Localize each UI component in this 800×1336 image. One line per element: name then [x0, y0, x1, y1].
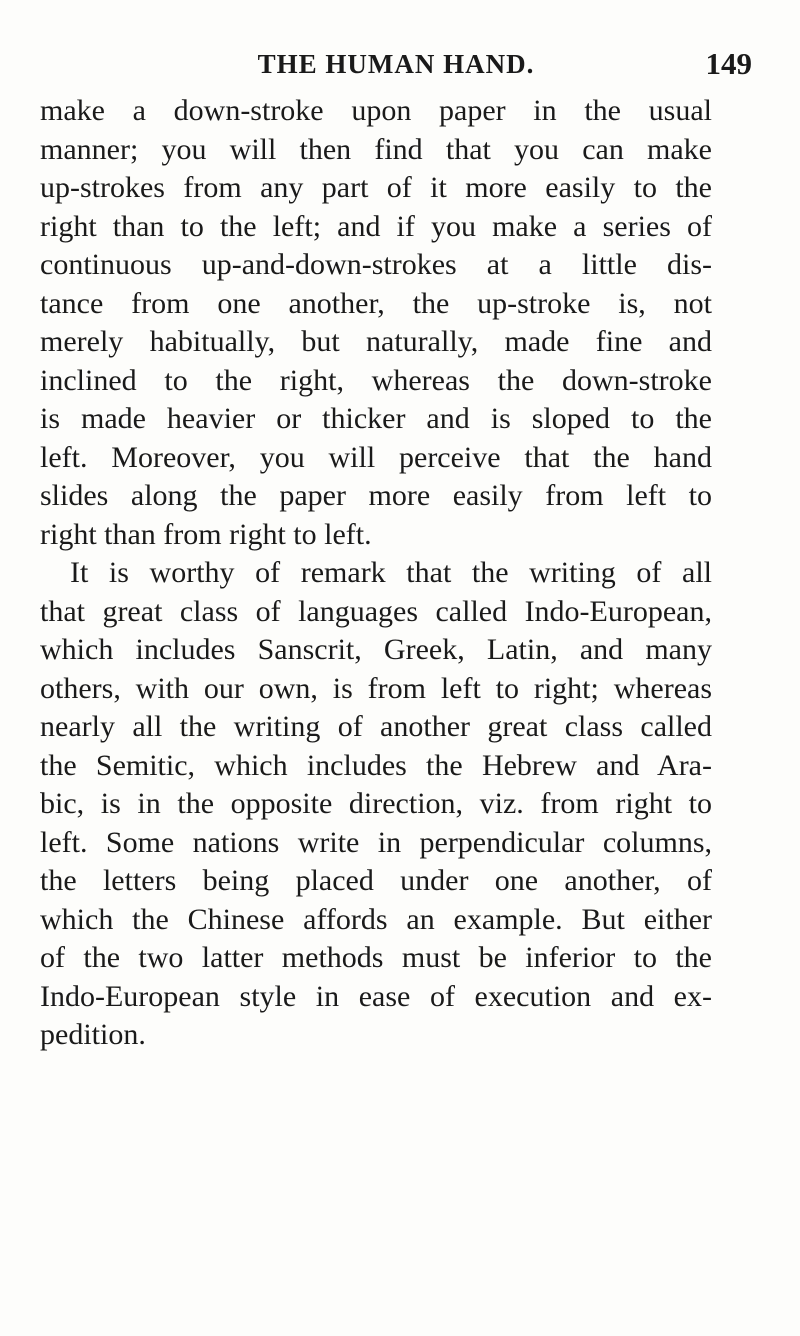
text-line: is made heavier or thicker and is sloped to the	[40, 402, 712, 435]
text-line: Indo-European style in ease of execution and ex-	[40, 979, 712, 1013]
text-line: right than to the left; and if you make a series of	[40, 209, 712, 243]
running-head	[40, 44, 752, 84]
text-line: left. Moreover, you will perceive that the hand	[40, 440, 712, 474]
body-text	[40, 92, 712, 1055]
text-line: left. Some nations write in perpendicular columns,	[40, 825, 712, 859]
text-line: that great class of languages called Indo-European,	[40, 594, 712, 628]
text-line: nearly all the writing of another great class called	[40, 710, 712, 743]
text-line: inclined to the right, whereas the down-stroke	[40, 363, 712, 397]
page-number: 149	[705, 46, 752, 81]
text-line: manner; you will then find that you can make	[40, 132, 712, 166]
text-line: bic, is in the opposite direction, viz. from right to	[40, 787, 712, 820]
text-line: slides along the paper more easily from left to	[40, 479, 712, 512]
text-line: make a down-stroke upon paper in the usual	[40, 94, 712, 127]
text-line: pedition.	[40, 1018, 146, 1051]
text-line: continuous up-and-down-strokes at a little dis-	[40, 248, 712, 281]
text-line: up-strokes from any part of it more easily to the	[40, 171, 712, 204]
running-title: THE HUMAN HAND.	[257, 49, 535, 79]
text-line: of the two latter methods must be inferior to the	[40, 941, 712, 974]
text-line: merely habitually, but naturally, made fine and	[40, 325, 712, 358]
text-line: which includes Sanscrit, Greek, Latin, and many	[40, 633, 712, 666]
text-line: right than from right to left.	[40, 517, 372, 551]
text-line: the letters being placed under one another, of	[40, 864, 712, 897]
text-line: others, with our own, is from left to right; whereas	[40, 671, 712, 705]
text-line: which the Chinese affords an example. But either	[40, 902, 712, 936]
text-line: tance from one another, the up-stroke is, not	[40, 286, 712, 320]
text-line: It is worthy of remark that the writing of all	[70, 556, 712, 589]
text-line: the Semitic, which includes the Hebrew and Ara-	[40, 748, 712, 782]
